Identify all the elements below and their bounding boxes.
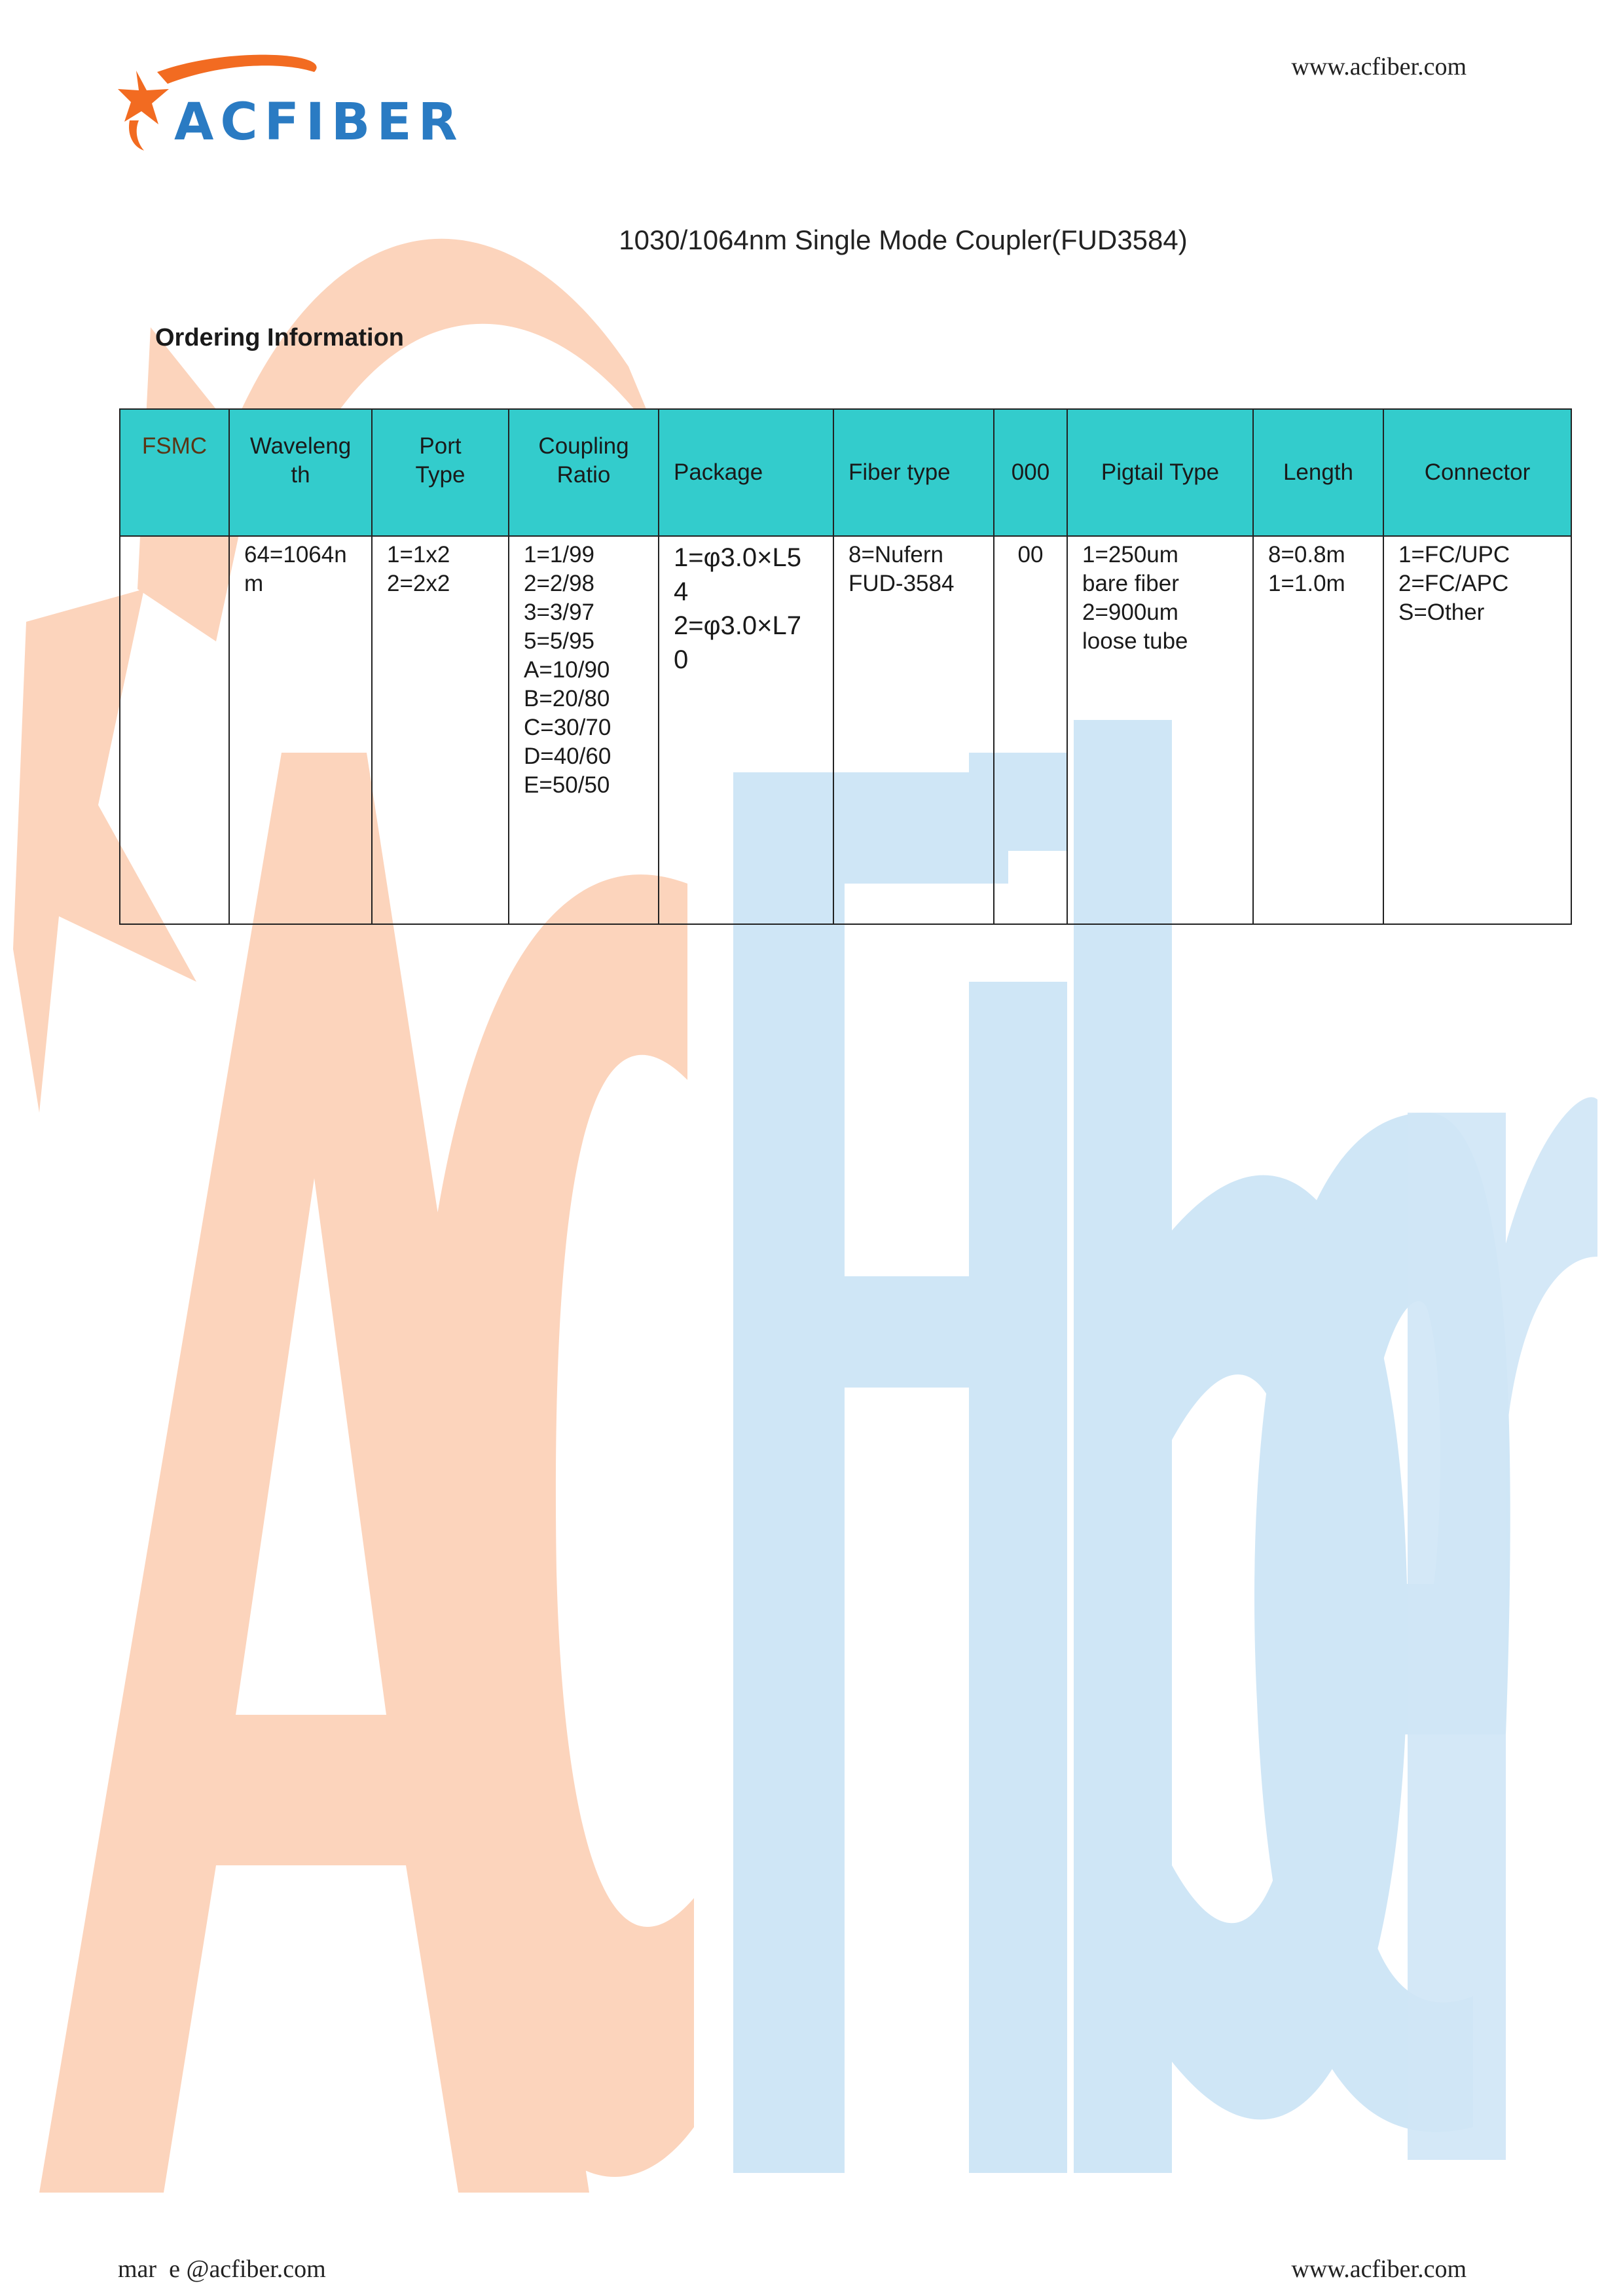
watermark-letter-r — [1408, 1097, 1597, 2160]
cell-line: 2=FC/APC — [1398, 571, 1509, 596]
cell-line: m — [244, 571, 264, 596]
header-coupling-ratio — [509, 409, 659, 536]
table-row — [120, 536, 1571, 924]
table-header-row — [120, 409, 1571, 536]
cell-line: 2=2x2 — [387, 571, 450, 596]
cell-line: 2=900um — [1082, 600, 1178, 625]
company-logo — [118, 52, 471, 157]
cell-line: 0 — [674, 645, 689, 674]
cell-line: S=Other — [1398, 600, 1485, 625]
cell-line: loose tube — [1082, 628, 1188, 654]
header-fsmc: FSMC — [120, 409, 229, 536]
footer-email[interactable]: mar e @acfiber.com — [118, 2255, 326, 2283]
header-length: Length — [1253, 409, 1383, 536]
cell-line: 1=φ3.0×L5 — [674, 543, 801, 572]
watermark-letter-i — [969, 753, 1067, 2173]
header-package: Package — [659, 409, 833, 536]
header-port-type — [372, 409, 509, 536]
cell-line: FUD-3584 — [848, 571, 955, 596]
cell-line: 5=5/95 — [524, 628, 595, 654]
header-coupling-ratio-line: Ratio — [556, 462, 611, 488]
cell-line: bare fiber — [1082, 571, 1179, 596]
cell-fsmc — [120, 536, 229, 924]
header-port-type-line: Port — [419, 433, 462, 459]
cell-line: 8=Nufern — [848, 542, 943, 567]
cell-line: 64=1064n — [244, 542, 347, 567]
footer-website[interactable]: www.acfiber.com — [1291, 2255, 1467, 2283]
cell-line: A=10/90 — [524, 657, 610, 683]
cell-line: 1=FC/UPC — [1398, 542, 1510, 567]
cell-line: 1=1x2 — [387, 542, 450, 567]
cell-line: 2=φ3.0×L7 — [674, 611, 801, 640]
header-fiber-type: Fiber type — [833, 409, 994, 536]
document-title: 1030/1064nm Single Mode Coupler(FUD3584) — [619, 224, 1188, 255]
cell-line: 1=1/99 — [524, 542, 595, 567]
cell-fiber-type — [833, 536, 994, 924]
header-wavelength — [229, 409, 372, 536]
header-website: www.acfiber.com — [1291, 53, 1467, 81]
cell-line: B=20/80 — [524, 686, 610, 711]
cell-line: C=30/70 — [524, 715, 611, 740]
cell-pigtail-type — [1067, 536, 1253, 924]
cell-line: 3=3/97 — [524, 600, 595, 625]
header-000: 000 — [994, 409, 1067, 536]
header-port-type-line: Type — [415, 462, 465, 488]
header-coupling-ratio-line: Coupling — [538, 433, 629, 459]
cell-line: 2=2/98 — [524, 571, 595, 596]
cell-line: 8=0.8m — [1268, 542, 1345, 567]
cell-line: 1=250um — [1082, 542, 1178, 567]
header-connector: Connector — [1383, 409, 1571, 536]
section-heading: Ordering Information — [155, 324, 404, 351]
cell-line: 00 — [1017, 542, 1044, 567]
cell-line: E=50/50 — [524, 772, 610, 798]
header-pigtail-type: Pigtail Type — [1067, 409, 1253, 536]
cell-line: D=40/60 — [524, 744, 611, 769]
watermark-letter-f — [733, 772, 1008, 2173]
cell-port-type — [372, 536, 509, 924]
ordering-table — [119, 408, 1572, 925]
cell-000 — [994, 536, 1067, 924]
cell-line: 1=1.0m — [1268, 571, 1345, 596]
header-wavelength-line: Waveleng — [249, 433, 352, 459]
cell-coupling-ratio — [509, 536, 659, 924]
cell-package — [659, 536, 833, 924]
cell-line: 4 — [674, 577, 689, 606]
logo-wordmark: ACFIBER — [174, 93, 464, 152]
cell-wavelength — [229, 536, 372, 924]
cell-connector — [1383, 536, 1571, 924]
header-wavelength-line: th — [291, 462, 310, 488]
cell-length — [1253, 536, 1383, 924]
